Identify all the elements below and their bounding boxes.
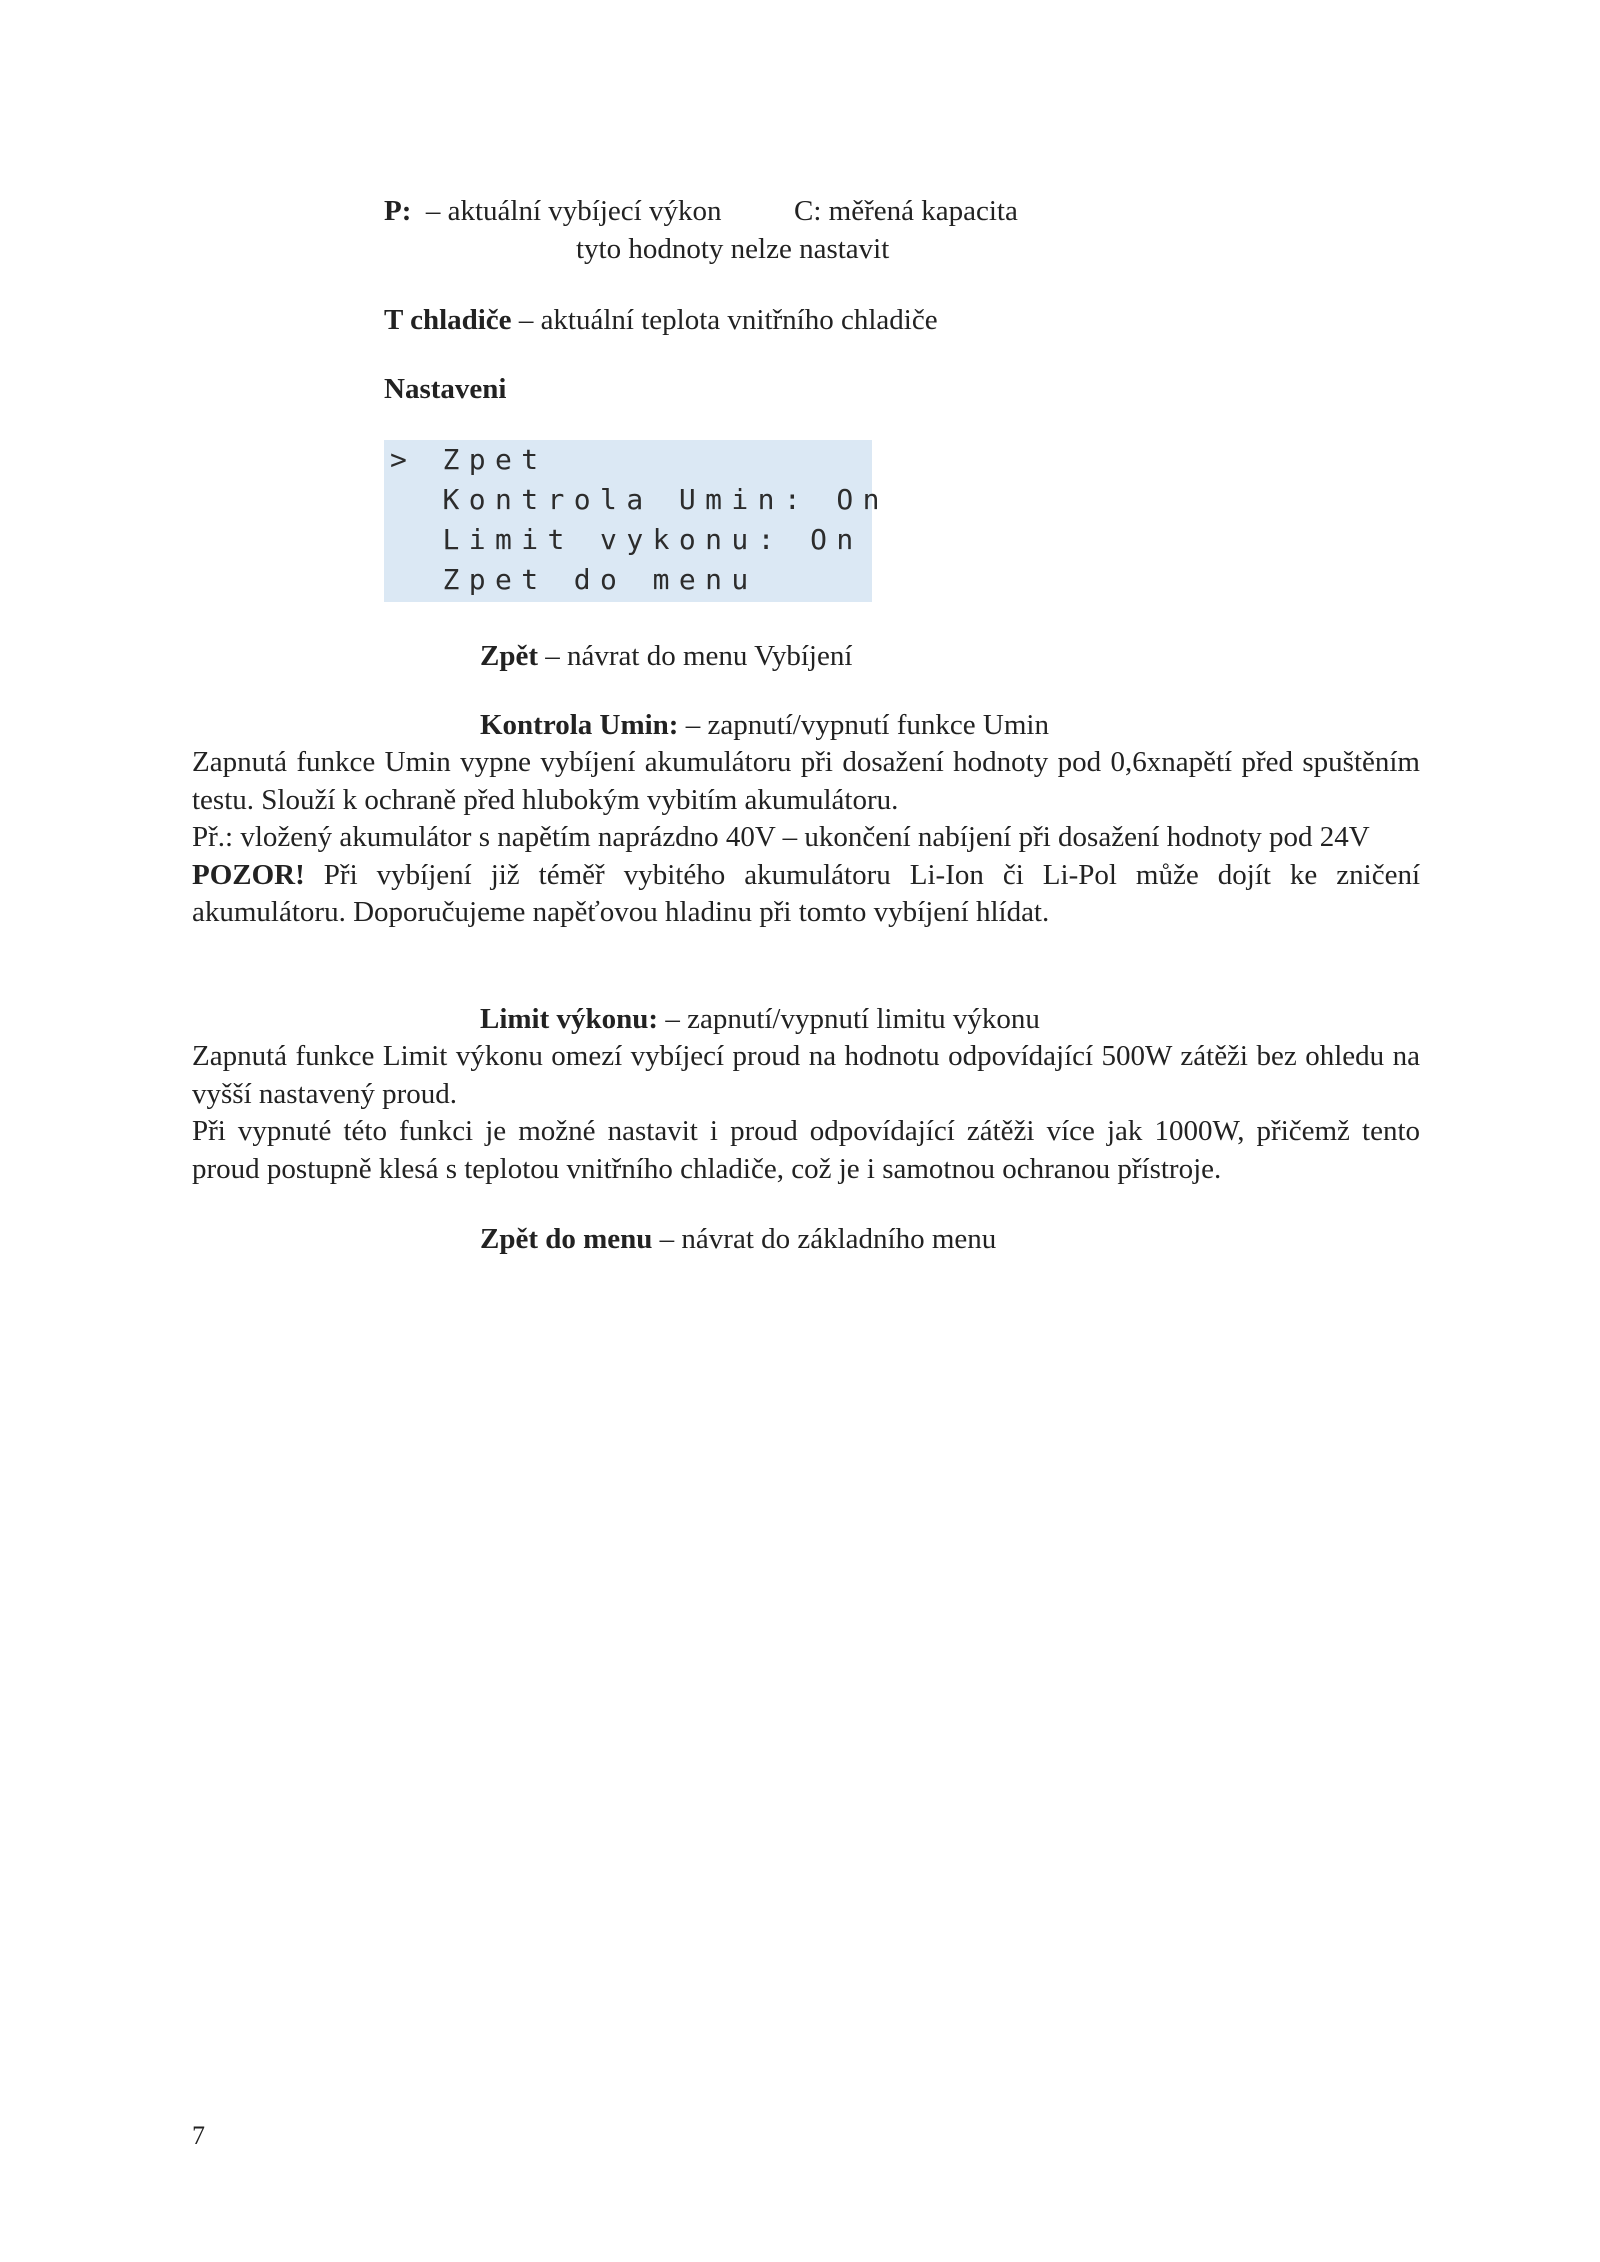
page-number: 7 bbox=[192, 2121, 205, 2150]
umin-warning bbox=[192, 857, 1420, 932]
menu-label: Zpět do menu bbox=[480, 1223, 653, 1255]
limit-paragraph-2: Při vypnuté této funkci je možné nastavit i proud odpovídající zátěži více jak 1000W, přičemž tento proud postupně klesá s teplotou vnitřního chladiče, což je i samotnou ochranou přístroje. bbox=[192, 1115, 1420, 1185]
p-desc: – aktuální vybíjecí výkon bbox=[425, 195, 722, 227]
not-settable-note: tyto hodnoty nelze nastavit bbox=[576, 233, 890, 265]
umin-body bbox=[192, 744, 1420, 932]
menu-item bbox=[480, 1220, 996, 1258]
lcd-line-limit: Limit vykonu: On bbox=[390, 523, 863, 556]
back-label: Zpět bbox=[480, 640, 538, 672]
umin-desc: – zapnutí/vypnutí funkce Umin bbox=[685, 709, 1049, 741]
umin-example: Př.: vložený akumulátor s napětím naprázdno 40V – ukončení nabíjení při dosažení hodnoty pod 24V bbox=[192, 821, 1370, 853]
cooler-temp-line bbox=[384, 301, 938, 339]
lcd-line-umin: Kontrola Umin: On bbox=[390, 483, 889, 516]
settings-heading: Nastaveni bbox=[384, 373, 507, 405]
umin-heading bbox=[480, 706, 1049, 744]
capacity-text: C: měřená kapacita bbox=[794, 195, 1018, 227]
cooler-label: T chladiče bbox=[384, 304, 512, 336]
back-desc: – návrat do menu Vybíjení bbox=[545, 640, 853, 672]
menu-desc: – návrat do základního menu bbox=[659, 1223, 997, 1255]
power-line bbox=[384, 192, 721, 230]
lcd-line-back: > Zpet bbox=[390, 443, 548, 476]
warning-text: Při vybíjení již téměř vybitého akumulátoru Li-Ion či Li-Pol může dojít ke zničení akumulátoru. Doporučujeme napěťovou hladinu při tomto vybíjení hlídat. bbox=[192, 858, 1420, 928]
warning-label: POZOR! bbox=[192, 858, 305, 891]
lcd-display bbox=[384, 440, 889, 602]
limit-desc: – zapnutí/vypnutí limitu výkonu bbox=[665, 1003, 1040, 1035]
back-item bbox=[480, 637, 852, 675]
p-label: P: bbox=[384, 195, 412, 227]
limit-body bbox=[192, 1038, 1420, 1188]
limit-paragraph: Zapnutá funkce Limit výkonu omezí vybíjecí proud na hodnotu odpovídající 500W zátěži bez ohledu na vyšší nastavený proud. bbox=[192, 1040, 1420, 1110]
limit-heading bbox=[480, 1000, 1040, 1038]
umin-paragraph: Zapnutá funkce Umin vypne vybíjení akumulátoru při dosažení hodnoty pod 0,6xnapětí před spuštěním testu. Slouží k ochraně před hlubokým vybitím akumulátoru. bbox=[192, 746, 1420, 816]
limit-label: Limit výkonu: bbox=[480, 1003, 659, 1035]
umin-label: Kontrola Umin: bbox=[480, 709, 679, 741]
lcd-line-menu: Zpet do menu bbox=[390, 563, 758, 596]
cooler-desc: – aktuální teplota vnitřního chladiče bbox=[518, 304, 938, 336]
